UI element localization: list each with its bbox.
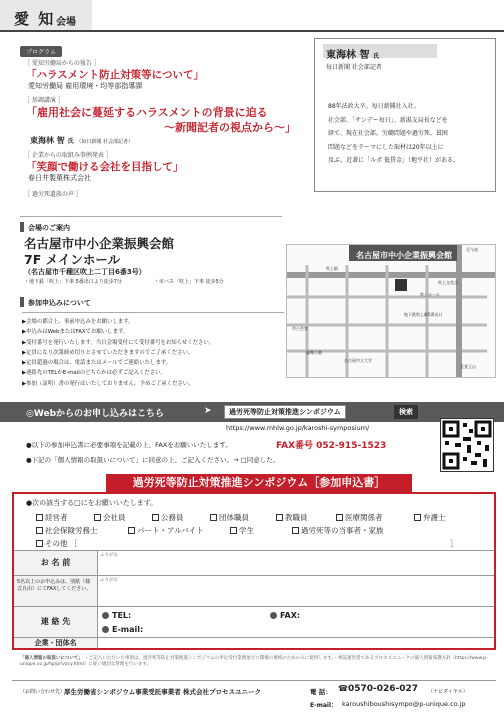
bullet-icon [102, 612, 109, 619]
footer-tel-note: （ナビダイヤル） [428, 689, 468, 695]
checkbox-icon[interactable] [336, 514, 343, 521]
profile-bio-line: 問題などをテーマにした取材は20年以上に [328, 143, 444, 151]
profile-bio-line: 経て、現在社会部。労働問題や過労死、貧困 [328, 130, 448, 137]
apply-note: ▶定員になり次第締め切りとさせていただきますのでご了承ください。 [22, 349, 194, 356]
map-label: 吹上駅 [326, 266, 338, 271]
option-label: 学生 [239, 526, 254, 535]
option-civil-servant[interactable] [152, 512, 184, 523]
checkbox-icon[interactable] [292, 527, 299, 534]
web-url[interactable]: https://www.mhlw.go.jp/karoshi-symposium/ [226, 424, 370, 432]
name-input-1[interactable] [100, 559, 492, 573]
guide-access-2: ・市バス「吹上」下車 徒歩5分 [154, 279, 224, 285]
option-label: 会社員 [103, 513, 126, 522]
program-bracket-1: ［ 愛知労働局からの報告 ］ [24, 60, 100, 67]
fax-label: FAX: [280, 611, 301, 620]
map-label: 吹上交差点 [438, 280, 458, 285]
header-rule [0, 30, 504, 32]
map-label: 地下鉄吹上駅5番出口 [404, 312, 443, 317]
option-org-staff[interactable] [210, 512, 249, 523]
footer-contact-label: （お問い合わせ先） [20, 689, 66, 695]
bullet-icon [102, 626, 109, 633]
map-label: 市公会堂 [292, 326, 308, 331]
furigana-label-2: ふりがな [100, 578, 118, 583]
fax-note-2: ●下記の「個人情報の取扱いについて」に同意の上、ご記入ください。→ □同意した。 [26, 456, 280, 464]
option-label: 医療関係者 [345, 513, 383, 522]
speaker-name [30, 135, 133, 146]
tel-label: TEL: [112, 611, 132, 620]
option-label: 過労死等の当事者・家族 [301, 526, 384, 535]
privacy-text: ・ご記入いただいた事項は、過労死等防止対策推進シンポジウムの申込受付業務並びに開催の連絡のためのみに使用します。・委託運営者であるプロセスユニークの個人情報保護方針（https://www.p-unique.co.jp/hp/privacy.html）に従い適切な管理を行います。 [20, 656, 488, 667]
apply-note: ▶会場の都合上、事前申込みをお願いします。 [22, 319, 134, 325]
option-other-close: ］ [450, 539, 458, 548]
email-field[interactable] [102, 625, 143, 634]
map-label: 至覚王山 [460, 364, 476, 369]
email-label: E-mail: [112, 625, 144, 634]
option-sharoushi[interactable] [36, 525, 98, 536]
program-detail-1: 愛知労働局 雇用環境・均等部指導課 [28, 82, 143, 90]
footer-tel-label: 電 話： [310, 688, 332, 696]
guide-hall: 7F メインホール [24, 252, 121, 267]
map-label: 至今池 [466, 247, 478, 252]
program-title-2: 「雇用社会に蔓延するハラスメントの背景に迫る [26, 106, 268, 119]
profile-org: 毎日新聞 社会部記者 [326, 64, 382, 71]
apply-bar [20, 297, 24, 307]
company-input[interactable] [100, 638, 492, 648]
profile-bio-line: 88年法政大卒。毎日新聞社入社。 [328, 103, 420, 110]
privacy-block [20, 656, 496, 667]
checkbox-icon[interactable] [36, 514, 43, 521]
qr-pattern [441, 419, 493, 471]
company-label: 企業・団体名 [14, 638, 98, 648]
apply-note: ▶連絡先のTELかE-mailのどちらかは必ずご記入ください。 [22, 370, 166, 377]
program-bracket-3: ［ 企業からの取組み事例発表 ］ [24, 152, 112, 159]
checkbox-icon[interactable] [128, 527, 135, 534]
fax-number: FAX番号 052-915-1523 [276, 441, 387, 451]
apply-note: ▶受付番号を発行いたします。当日会場受付にて受付番号をお知らせください。 [22, 339, 215, 346]
tel-field[interactable] [102, 611, 131, 620]
speaker-suffix: 氏 [67, 138, 74, 145]
option-employee[interactable] [94, 512, 126, 523]
apply-note: ▶参加（証明）書の発行はいたしておりません。予めご了承ください。 [22, 380, 194, 387]
footer-tel-number: 0570-026-027 [347, 684, 419, 694]
map-label: 吹上ホール [420, 292, 440, 297]
name-input-2[interactable] [100, 585, 492, 603]
name-label: お 名 前 [14, 551, 98, 575]
venue-suffix: 会場 [56, 17, 76, 28]
option-label: パート・アルバイト [137, 526, 204, 535]
fax-note-1: ●以下の参加申込書に必要事項を記載の上、FAXをお願いいたします。 [26, 441, 232, 449]
option-label: その他 ［ [45, 539, 78, 548]
form-title: 過労死等防止対策推進シンポジウム［参加申込書］ [106, 474, 412, 492]
option-label: 社会保険労務士 [45, 526, 98, 535]
option-label: 弁護士 [423, 513, 446, 522]
form-instruction: ●次の該当する□にをお願いいたします。 [26, 499, 158, 507]
program-title-3: 「笑顔で働ける会社を目指して」 [26, 161, 184, 173]
footer-tel[interactable] [338, 684, 418, 694]
option-teacher[interactable] [276, 512, 308, 523]
apply-title: 参加申込みについて [28, 299, 91, 307]
profile-bio [328, 100, 459, 168]
qr-code-icon[interactable] [440, 418, 494, 472]
option-label: 団体職員 [219, 513, 249, 522]
program-label: プログラム [20, 46, 62, 57]
profile-bio-line: 及ぶ。近著に「ルポ 低賃金」（地平社）がある。 [328, 157, 460, 164]
footer-email[interactable]: karoushiboushisympo@p-unique.co.jp [342, 700, 466, 708]
furigana-label-1: ふりがな [100, 553, 118, 558]
checkbox-icon[interactable] [230, 527, 237, 534]
map-label: 鶴舞公園 [306, 350, 322, 355]
privacy-title: 「個人情報の取扱いについて」 [20, 656, 83, 661]
checkbox-icon[interactable] [36, 540, 43, 547]
apply-note: ▶定員超過の場合は、電話またはメールでご連絡いたします。 [22, 360, 172, 367]
map-title: 名古屋市中小企業振興会館 [356, 251, 452, 260]
option-label: 公務員 [161, 513, 184, 522]
footer-org: 厚生労働省シンポジウム事業受託事業者 株式会社プロセスユニーク [64, 688, 262, 696]
map-label: 名古屋市立大学 [344, 358, 372, 363]
option-label: 教職員 [285, 513, 308, 522]
apply-rule [22, 312, 284, 313]
option-lawyer[interactable] [414, 512, 446, 523]
guide-rule [20, 216, 282, 217]
option-medical[interactable] [336, 512, 383, 523]
apply-note: ▶申込みはWebまたはFAXでお願いします。 [22, 329, 129, 336]
web-label: ◎Webからのお申し込みはこちら [26, 409, 165, 419]
profile-name [326, 46, 379, 61]
checkbox-icon[interactable] [152, 514, 159, 521]
profile-suffix: 氏 [372, 53, 379, 60]
checkbox-icon[interactable] [210, 514, 217, 521]
checkbox-icon[interactable] [36, 527, 43, 534]
speaker-org: （毎日新聞 社会部記者） [76, 139, 133, 145]
search-term-box[interactable]: 過労死等防止対策推進シンポジウム [224, 405, 346, 419]
program-title-2b: ～新聞記者の視点から～」 [164, 121, 296, 134]
bullet-icon [270, 612, 277, 619]
search-button[interactable]: 検索 [394, 405, 418, 419]
option-student[interactable] [230, 525, 254, 536]
option-family[interactable] [292, 525, 384, 536]
checkbox-icon[interactable] [414, 514, 421, 521]
phone-icon: ☎ [338, 684, 348, 693]
venue-title: 愛 知 [14, 10, 56, 28]
guide-title: 会場のご案内 [28, 224, 70, 232]
map-drawing [287, 245, 496, 378]
option-part-time[interactable] [128, 525, 204, 536]
program-bracket-4: ［ 過労死遺族の声 ］ [24, 191, 82, 198]
profile-name-text: 東海林 智 [326, 50, 370, 61]
guide-access-1: ・地下鉄「吹上」下車 5番出口より徒歩7分 [24, 279, 122, 285]
footer-email-label: E-mail： [310, 702, 338, 709]
guide-bar [20, 222, 24, 232]
checkbox-icon[interactable] [276, 514, 283, 521]
option-other[interactable] [36, 538, 77, 549]
speaker-name-text: 東海林 智 [30, 136, 65, 145]
option-executive[interactable] [36, 512, 68, 523]
arrow-icon: ➤ [204, 406, 212, 416]
profile-bio-line: 社会部、「サンデー毎日」、新潟支局長などを [328, 116, 448, 124]
program-bracket-2: ［ 基調講演 ］ [24, 97, 64, 104]
program-detail-3: 春日井製菓株式会社 [28, 174, 91, 182]
multi-note: 5名以上のお申込みは、別紙（様式自由）にてFAXしてください。 [14, 576, 98, 606]
option-label: 経営者 [45, 513, 68, 522]
apply-notes [22, 317, 214, 389]
checkbox-icon[interactable] [94, 514, 101, 521]
program-title-1: 「ハラスメント防止対策等について」 [26, 69, 204, 81]
footer-rule [12, 680, 496, 681]
venue-map [286, 244, 496, 378]
fax-field[interactable] [270, 611, 300, 620]
contact-label: 連 絡 先 [14, 607, 98, 637]
guide-address: （名古屋市千種区吹上二丁目6番3号） [24, 268, 146, 276]
guide-venue: 名古屋市中小企業振興会館 [24, 236, 175, 251]
